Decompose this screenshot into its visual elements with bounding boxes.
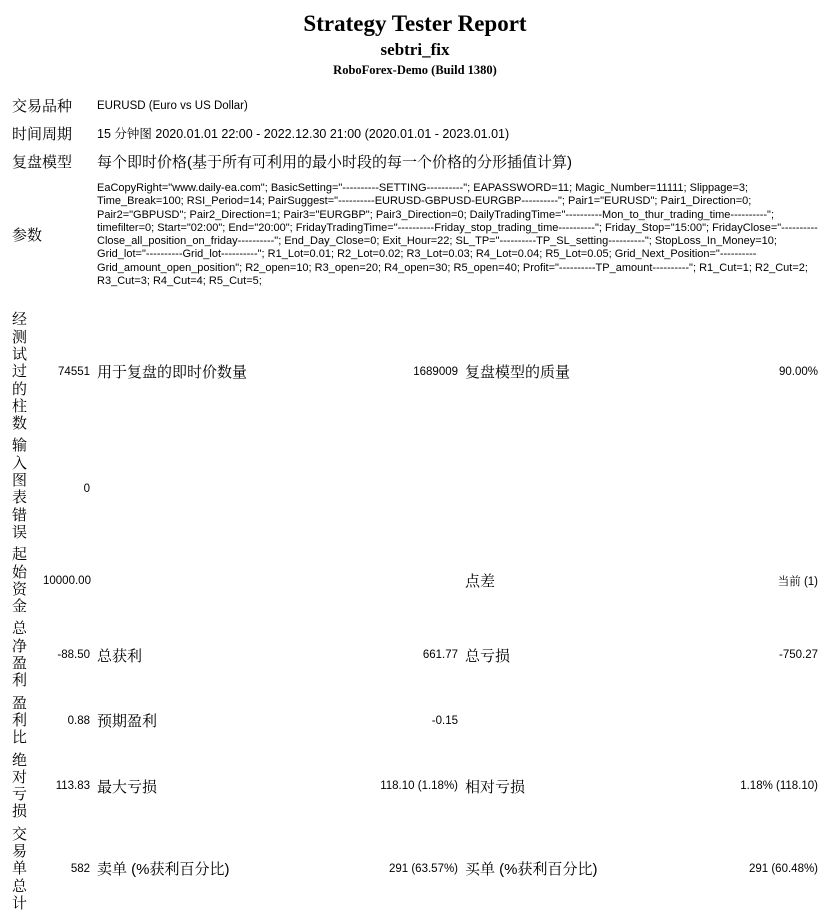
empty-cell	[94, 435, 344, 543]
symbol-row	[9, 93, 821, 120]
relative-drawdown-value: 1.18% (118.10)	[740, 780, 819, 793]
mismatched-errors-value: 0	[83, 483, 91, 496]
short-positions-value: 291 (63.57%)	[388, 862, 459, 875]
ticks-modelled-label: 用于复盘的即时价数量	[97, 364, 248, 382]
absolute-drawdown-value: 113.83	[55, 780, 91, 793]
maximal-drawdown-value: 118.10 (1.18%)	[380, 780, 459, 793]
stats-row-mismatched-errors	[9, 435, 821, 543]
empty-cell	[462, 435, 712, 543]
initial-deposit-value: 10000.00	[43, 574, 91, 587]
empty-cell	[713, 435, 821, 543]
short-positions-label: 卖单 (%获利百分比)	[97, 861, 230, 879]
empty-cell	[94, 544, 344, 617]
modelling-quality-value: 90.00%	[779, 365, 819, 378]
period-value: 15 分钟图 2020.01.01 22:00 - 2022.12.30 21:00 (2020.01.01 - 2023.01.01)	[97, 127, 510, 141]
stats-row-total-trades	[9, 824, 821, 914]
report-title: Strategy Tester Report	[303, 11, 527, 36]
stats-row-bars-tested	[9, 309, 821, 434]
stats-row-net-profit	[9, 618, 821, 691]
expected-payoff-value: -0.15	[431, 714, 459, 727]
model-row	[9, 149, 821, 176]
initial-deposit-label: 起始资金	[12, 546, 28, 616]
report-header	[8, 10, 822, 78]
bars-tested-value: 74551	[58, 365, 91, 378]
empty-cell	[345, 435, 461, 543]
stats-row-initial-deposit	[9, 544, 821, 617]
expert-name: sebtri_fix	[380, 40, 450, 59]
report-table	[8, 92, 822, 915]
gross-profit-value: 661.77	[422, 649, 459, 662]
model-label: 复盘模型	[12, 154, 73, 171]
parameters-row	[9, 177, 821, 293]
total-trades-value: 582	[70, 862, 91, 875]
period-label: 时间周期	[12, 126, 73, 143]
long-positions-value: 291 (60.48%)	[748, 862, 819, 875]
empty-cell	[462, 693, 712, 749]
gross-profit-label: 总获利	[97, 647, 143, 665]
modelling-quality-label: 复盘模型的质量	[465, 364, 571, 382]
spread-value: 当前 (1)	[777, 575, 819, 588]
ticks-modelled-value: 1689009	[413, 365, 459, 378]
total-net-profit-label: 总净盈利	[12, 620, 28, 690]
stats-row-profit-factor	[9, 693, 821, 749]
period-row	[9, 121, 821, 148]
spacer-cell	[9, 294, 821, 308]
spread-label: 点差	[465, 573, 496, 591]
profit-factor-label: 盈利比	[12, 694, 28, 747]
bars-tested-label: 经测试过的柱数	[12, 311, 28, 433]
symbol-label: 交易品种	[12, 98, 73, 115]
model-value: 每个即时价格(基于所有可利用的最小时段的每一个价格的分形插值计算)	[97, 154, 573, 171]
empty-cell	[713, 693, 821, 749]
expected-payoff-label: 预期盈利	[97, 713, 158, 731]
section-spacer	[9, 294, 821, 308]
gross-loss-label: 总亏损	[465, 647, 511, 665]
relative-drawdown-label: 相对亏损	[465, 778, 526, 796]
total-net-profit-value: -88.50	[57, 649, 91, 662]
stats-row-drawdown	[9, 750, 821, 823]
long-positions-label: 买单 (%获利百分比)	[465, 861, 598, 879]
absolute-drawdown-label: 绝对亏损	[12, 751, 28, 821]
parameters-label: 参数	[12, 226, 43, 244]
total-trades-label: 交易单总计	[12, 825, 28, 912]
profit-factor-value: 0.88	[67, 714, 91, 727]
symbol-value: EURUSD (Euro vs US Dollar)	[97, 100, 248, 112]
gross-loss-value: -750.27	[779, 649, 819, 662]
empty-cell	[345, 544, 461, 617]
mismatched-errors-label: 输入图表错误	[12, 437, 28, 541]
server-build-label: RoboForex-Demo (Build 1380)	[333, 63, 497, 77]
maximal-drawdown-label: 最大亏损	[97, 778, 158, 796]
parameters-value: EaCopyRight="www.daily-ea.com"; BasicSetting="----------SETTING----------"; EAPASSWORD=11; Magic_Number=11111; Slippage=3; Time_Break=100; RSI_Period=14; PairSuggest="----------EURUSD-GBPUSD-EURGBP----------"; Pair1="EURUSD"; Pair1_Direction=0; Pair2="GBPUSD"; Pair2_Direction=1; Pair3="EURGBP"; Pair3_Direction=0; DailyTradingTime="----------Mon_to_thur_trading_time----------"; timefilter=0; Start="02:00"; End="20:00"; FridayTradingTime="----------Friday_stop_trading_time----------"; Friday_Stop="15:00"; FridayClose="----------Close_all_position_on_friday----------"; End_Day_Close=0; Exit_Hour=22; SL_TP="----------TP_SL_setting----------"; StopLoss_In_Money=10; Grid_lot="----------Grid_lot----------"; R1_Lot=0.01; R2_Lot=0.02; R3_Lot=0.03; R4_Lot=0.04; R5_Lot=0.05; Grid_Next_Position="----------Grid_amount_open_position"; R2_open=10; R3_open=20; R4_open=30; R5_open=40; Profit="----------TP_amount----------"; R1_Cut=1; R2_Cut=2; R3_Cut=3; R4_Cut=4; R5_Cut=5;	[97, 182, 818, 288]
